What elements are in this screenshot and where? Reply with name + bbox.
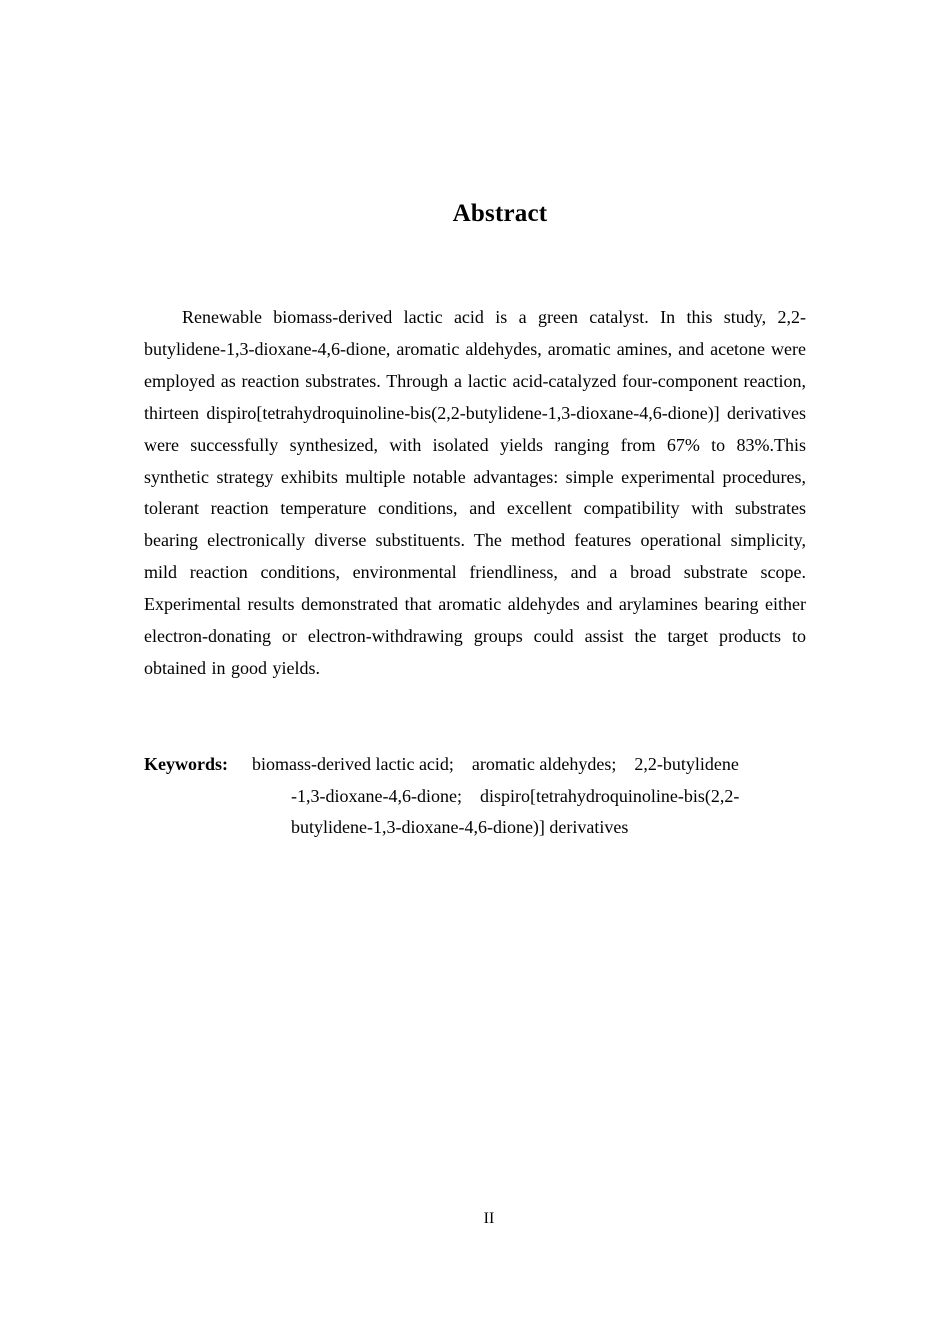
keywords-line-1 xyxy=(144,749,784,781)
abstract-body: Renewable biomass-derived lactic acid is a green catalyst. In this study, 2,2-butylidene-1,3-dioxane-4,6-dione, aromatic aldehydes, aromatic amines, and acetone were employed as reaction substrates. Through a lactic acid-catalyzed four-component reaction, thirteen dispiro[tetrahydroquinoline-bis(2,2-butylidene-1,3-dioxane-4,6-dione)] derivatives were successfully synthesized, with isolated yields ranging from 67% to 83%.This synthetic strategy exhibits multiple notable advantages: simple experimental procedures, tolerant reaction temperature conditions, and excellent compatibility with substrates bearing electronically diverse substituents. The method features operational simplicity, mild reaction conditions, environmental friendliness, and a broad substrate scope. Experimental results demonstrated that aromatic aldehydes and arylamines bearing either electron-donating or electron-withdrawing groups could assist the target products to obtained in good yields. xyxy=(144,307,806,678)
keywords-label: Keywords: xyxy=(144,754,228,774)
keywords-text-1: biomass-derived lactic acid; aromatic aldehydes; 2,2-butylidene xyxy=(252,754,739,774)
keywords-line-3: butylidene-1,3-dioxane-4,6-dione)] derivatives xyxy=(291,817,629,837)
page-number: II xyxy=(483,1210,495,1227)
abstract-title: Abstract xyxy=(452,200,548,227)
keywords-block xyxy=(144,749,784,844)
keywords-line-2: -1,3-dioxane-4,6-dione; dispiro[tetrahydroquinoline-bis(2,2- xyxy=(291,785,740,806)
